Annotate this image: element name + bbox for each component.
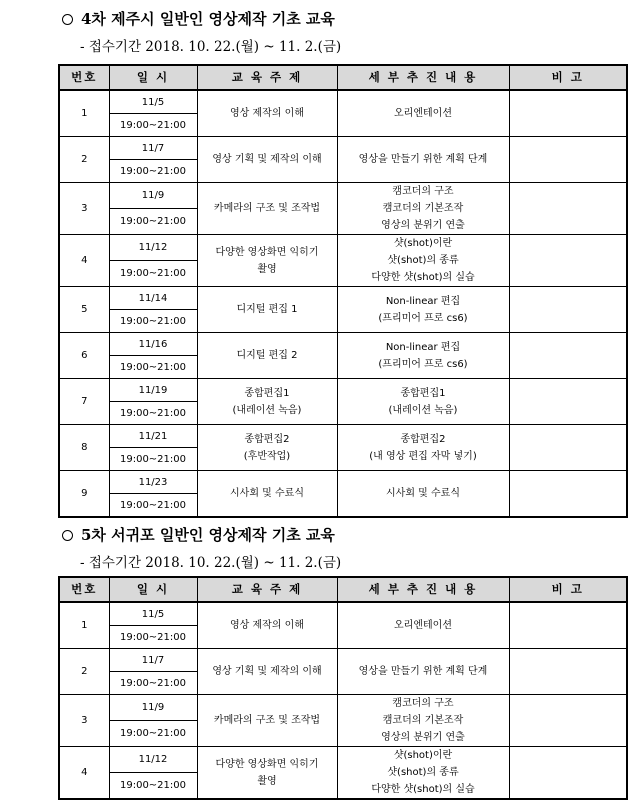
table-row: [59, 333, 627, 356]
section2-period: - 접수기간 2018. 10. 22.(월) ~ 11. 2.(금): [80, 555, 342, 571]
row-topic: [197, 333, 337, 379]
row-time: 19:00~21:00: [109, 721, 197, 747]
topic-line: 영상 제작의 이해: [230, 108, 304, 119]
topic-line: (후반작업): [243, 450, 291, 462]
row-detail: [337, 379, 509, 425]
schedule-table-2: [58, 576, 628, 800]
circle-bullet-icon: [62, 530, 73, 541]
row-time: 19:00~21:00: [109, 626, 197, 649]
header-row: [59, 577, 627, 602]
table-row: [59, 747, 627, 773]
row-date: 11/16: [109, 333, 197, 356]
topic-line: 촬영: [257, 775, 277, 787]
detail-line: 샷(shot)의 종류: [387, 255, 459, 266]
row-date: 11/9: [109, 183, 197, 209]
row-date: 11/12: [109, 235, 197, 261]
topic-line: 디지털 편집 1: [236, 304, 298, 315]
table-row: [59, 602, 627, 626]
row-number: 1: [59, 90, 109, 137]
row-time: 19:00~21:00: [109, 772, 197, 799]
detail-line: 다양한 샷(shot)의 실습: [371, 784, 475, 795]
row-detail: [337, 425, 509, 471]
row-time: 19:00~21:00: [109, 448, 197, 471]
row-number: 6: [59, 333, 109, 379]
row-date: 11/21: [109, 425, 197, 448]
row-time: 19:00~21:00: [109, 261, 197, 287]
table-row: [59, 649, 627, 672]
topic-line: 카메라의 구조 및 조작법: [213, 203, 321, 214]
detail-line: Non-linear 편집: [385, 295, 461, 307]
row-topic: [197, 287, 337, 333]
topic-line: 시사회 및 수료식: [230, 488, 304, 499]
header-topic: 교 육 주 제: [197, 577, 337, 602]
detail-line: Non-linear 편집: [385, 341, 461, 353]
row-note: [509, 90, 627, 137]
row-detail: [337, 235, 509, 287]
header-note: 비 고: [509, 577, 627, 602]
row-topic: [197, 747, 337, 800]
row-detail: [337, 695, 509, 747]
topic-line: 종합편집2: [244, 433, 290, 445]
detail-line: (프리미어 프로 cs6): [378, 358, 468, 370]
row-number: 2: [59, 649, 109, 695]
row-detail: [337, 287, 509, 333]
row-topic: [197, 602, 337, 649]
header-row: [59, 65, 627, 90]
row-date: 11/19: [109, 379, 197, 402]
row-topic: [197, 471, 337, 518]
topic-line: 카메라의 구조 및 조작법: [213, 715, 321, 726]
row-detail: [337, 137, 509, 183]
row-note: [509, 137, 627, 183]
row-time: 19:00~21:00: [109, 402, 197, 425]
header-topic: 교 육 주 제: [197, 65, 337, 90]
row-detail: [337, 90, 509, 137]
row-note: [509, 183, 627, 235]
detail-line: 샷(shot)이란: [393, 238, 453, 249]
table-row: [59, 90, 627, 114]
section1-period: - 접수기간 2018. 10. 22.(월) ~ 11. 2.(금): [80, 39, 342, 55]
header-date: 일 시: [109, 577, 197, 602]
row-detail: [337, 602, 509, 649]
row-date: 11/9: [109, 695, 197, 721]
row-number: 4: [59, 747, 109, 800]
row-date: 11/14: [109, 287, 197, 310]
header-detail: 세 부 추 진 내 용: [337, 65, 509, 90]
row-number: 2: [59, 137, 109, 183]
detail-line: (내 영상 편집 자막 넣기): [369, 450, 477, 462]
header-no: 번호: [59, 577, 109, 602]
row-note: [509, 471, 627, 518]
row-date: 11/5: [109, 90, 197, 114]
row-date: 11/7: [109, 649, 197, 672]
table-row: [59, 471, 627, 494]
table-row: [59, 235, 627, 261]
row-number: 7: [59, 379, 109, 425]
table-row: [59, 183, 627, 209]
table-row: [59, 137, 627, 160]
header-detail: 세 부 추 진 내 용: [337, 577, 509, 602]
detail-line: 샷(shot)이란: [393, 750, 453, 761]
detail-line: 종합편집1: [400, 387, 446, 399]
row-note: [509, 235, 627, 287]
detail-line: 샷(shot)의 종류: [387, 767, 459, 778]
row-number: 5: [59, 287, 109, 333]
row-time: 19:00~21:00: [109, 672, 197, 695]
row-date: 11/5: [109, 602, 197, 626]
row-time: 19:00~21:00: [109, 494, 197, 518]
topic-line: (내레이션 녹음): [232, 404, 302, 416]
row-topic: [197, 695, 337, 747]
topic-line: 영상 기획 및 제작의 이해: [212, 666, 322, 677]
detail-line: 영상을 만들기 위한 계획 단계: [358, 154, 488, 165]
header-date: 일 시: [109, 65, 197, 90]
circle-bullet-icon: [62, 14, 73, 25]
row-time: 19:00~21:00: [109, 356, 197, 379]
topic-line: 영상 기획 및 제작의 이해: [212, 154, 322, 165]
topic-line: 영상 제작의 이해: [230, 620, 304, 631]
row-topic: [197, 425, 337, 471]
row-number: 9: [59, 471, 109, 518]
detail-line: 캠코더의 구조: [392, 698, 454, 709]
row-detail: [337, 747, 509, 800]
detail-line: 캠코더의 구조: [392, 186, 454, 197]
detail-line: 캠코더의 기본조작: [382, 715, 464, 726]
row-topic: [197, 235, 337, 287]
row-date: 11/7: [109, 137, 197, 160]
row-note: [509, 425, 627, 471]
row-time: 19:00~21:00: [109, 114, 197, 137]
header-no: 번호: [59, 65, 109, 90]
detail-line: (내레이션 녹음): [388, 404, 458, 416]
detail-line: 캠코더의 기본조작: [382, 203, 464, 214]
table-row: [59, 287, 627, 310]
row-number: 3: [59, 695, 109, 747]
row-detail: [337, 183, 509, 235]
row-time: 19:00~21:00: [109, 209, 197, 235]
schedule-table-1: [58, 64, 628, 518]
row-topic: [197, 379, 337, 425]
row-time: 19:00~21:00: [109, 160, 197, 183]
topic-line: 다양한 영상화면 익히기: [215, 246, 319, 258]
row-detail: [337, 471, 509, 518]
row-detail: [337, 333, 509, 379]
row-note: [509, 287, 627, 333]
topic-line: 디지털 편집 2: [236, 350, 298, 361]
row-topic: [197, 183, 337, 235]
row-detail: [337, 649, 509, 695]
row-number: 4: [59, 235, 109, 287]
row-number: 3: [59, 183, 109, 235]
row-note: [509, 747, 627, 800]
row-topic: [197, 90, 337, 137]
row-topic: [197, 649, 337, 695]
row-number: 1: [59, 602, 109, 649]
detail-line: 오리엔테이션: [394, 108, 452, 119]
detail-line: 영상의 분위기 연출: [381, 732, 465, 743]
detail-line: 영상을 만들기 위한 계획 단계: [358, 666, 488, 677]
table-row: [59, 695, 627, 721]
row-note: [509, 333, 627, 379]
row-note: [509, 695, 627, 747]
row-number: 8: [59, 425, 109, 471]
section1-title: 4차 제주시 일반인 영상제작 기초 교육: [62, 8, 335, 29]
detail-line: 영상의 분위기 연출: [381, 220, 465, 231]
topic-line: 촬영: [257, 263, 277, 275]
table-row: [59, 379, 627, 402]
detail-line: 시사회 및 수료식: [386, 488, 460, 499]
topic-line: 종합편집1: [244, 387, 290, 399]
detail-line: 오리엔테이션: [394, 620, 452, 631]
row-note: [509, 649, 627, 695]
row-date: 11/23: [109, 471, 197, 494]
table-row: [59, 425, 627, 448]
detail-line: (프리미어 프로 cs6): [378, 312, 468, 324]
row-note: [509, 602, 627, 649]
topic-line: 다양한 영상화면 익히기: [215, 758, 319, 770]
row-time: 19:00~21:00: [109, 310, 197, 333]
row-note: [509, 379, 627, 425]
section2-title: 5차 서귀포 일반인 영상제작 기초 교육: [62, 524, 335, 545]
detail-line: 다양한 샷(shot)의 실습: [371, 272, 475, 283]
header-note: 비 고: [509, 65, 627, 90]
detail-line: 종합편집2: [400, 433, 446, 445]
row-date: 11/12: [109, 747, 197, 773]
row-topic: [197, 137, 337, 183]
